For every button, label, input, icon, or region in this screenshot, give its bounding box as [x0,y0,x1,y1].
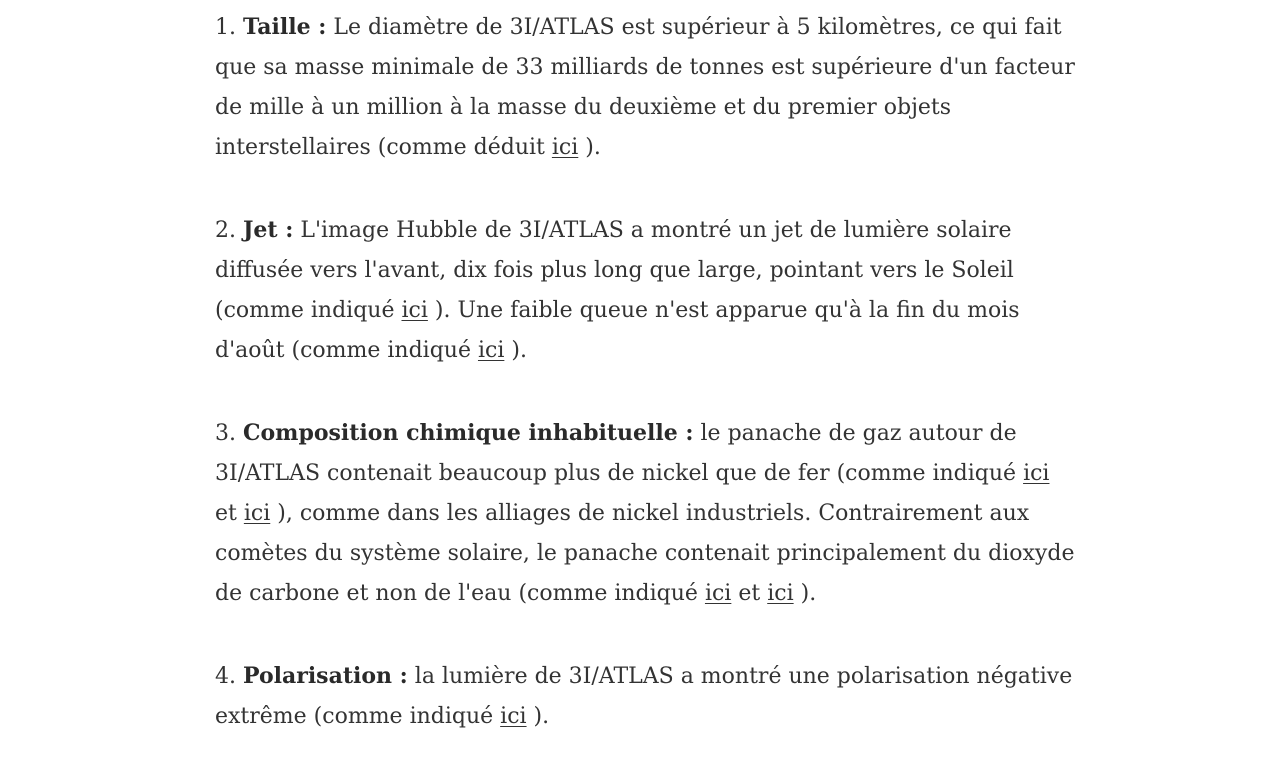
item-number: 2. [215,218,236,243]
item-text: ). [578,135,601,160]
item-number: 1. [215,15,236,40]
article-body [215,7,1075,779]
item-number: 3. [215,421,236,446]
list-item-jet [215,210,1075,371]
item-text: ). [504,338,527,363]
list-item-size [215,7,1075,168]
item-text: L'image Hubble de 3I/ATLAS a montré un jet de lumière solaire diffusée vers l'avant, dix fois plus long que large, pointant vers le Soleil (comme indiqué [215,218,1014,323]
source-link[interactable]: ici [500,704,527,729]
item-text: ). [526,704,550,729]
item-number: 4. [215,664,236,689]
item-text: le panache de gaz autour de 3I/ATLAS contenait beaucoup plus de nickel que de fer (comme indiqué [215,421,1024,486]
item-heading: Polarisation : [243,663,408,689]
list-item-composition [215,413,1075,614]
source-link[interactable]: ici [1023,461,1050,486]
source-link[interactable]: ici [767,581,794,606]
source-link[interactable]: ici [704,581,732,606]
item-text: et [731,581,768,606]
item-text: ). Une faible queue n'est apparue qu'à la fin du mois d'août (comme indiqué [215,298,1020,363]
source-link[interactable]: ici [551,135,579,160]
source-link[interactable]: ici [477,338,505,363]
item-heading: Jet : [243,217,294,243]
item-text: ), comme dans les alliages de nickel industriels. Contrairement aux comètes du système solaire, le panache contenait principalement du dioxyde de carbone et non de l'eau (comme indiqué [215,501,1075,606]
source-link[interactable]: ici [401,298,428,323]
item-heading: Taille : [243,14,327,40]
item-text: et [215,501,244,526]
source-link[interactable]: ici [243,501,271,526]
list-item-polarisation [215,656,1075,737]
item-heading: Composition chimique inhabituelle : [243,420,694,446]
item-text: la lumière de 3I/ATLAS a montré une polarisation négative extrême (comme indiqué [215,664,1073,729]
item-text: Le diamètre de 3I/ATLAS est supérieur à 5 kilomètres, ce qui fait que sa masse minimale de 33 milliards de tonnes est supérieure d'un facteur de mille à un million à la masse du deuxième et du premier objets interstellaires (comme déduit [215,15,1075,160]
item-text: ). [793,581,817,606]
